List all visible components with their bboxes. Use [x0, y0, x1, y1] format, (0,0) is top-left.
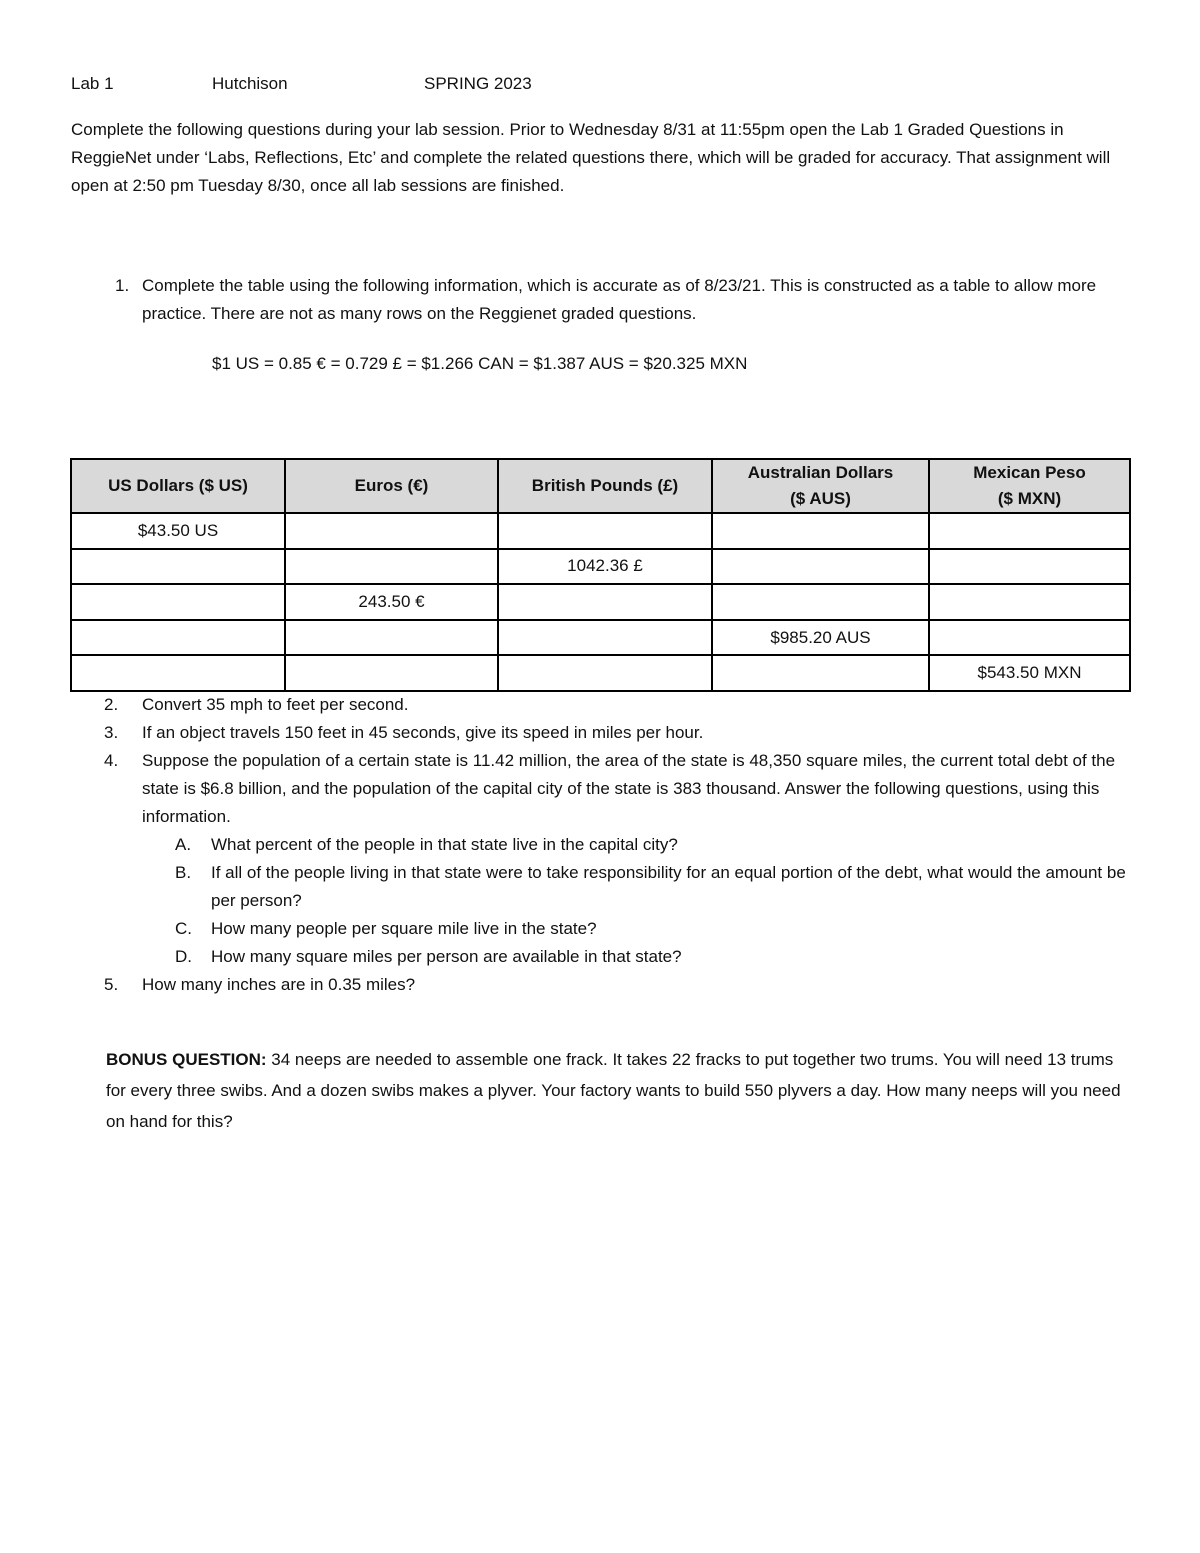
- exchange-rates: $1 US = 0.85 € = 0.729 £ = $1.266 CAN = $1.387 AUS = $20.325 MXN: [212, 354, 748, 373]
- header-mexican-peso: Mexican Peso ($ MXN): [929, 459, 1130, 513]
- header-us-dollars: US Dollars ($ US): [71, 459, 285, 513]
- table-cell[interactable]: $43.50 US: [71, 513, 285, 549]
- question-number: 1.: [115, 276, 130, 295]
- subquestion-c: [104, 915, 1134, 943]
- subquestion-d: [104, 943, 1134, 971]
- table-cell[interactable]: 1042.36 £: [498, 549, 712, 585]
- table-cell[interactable]: [929, 620, 1130, 656]
- intro-paragraph: Complete the following questions during your lab session. Prior to Wednesday 8/31 at 11:55pm open the Lab 1 Graded Questions in ReggieNet under ‘Labs, Reflections, Etc’ and complete the related questions there, which will be graded for accuracy. That assignment will open at 2:50 pm Tuesday 8/30, once all lab sessions are finished.: [71, 120, 1111, 195]
- table-cell[interactable]: [929, 513, 1130, 549]
- header-british-pounds: British Pounds (£): [498, 459, 712, 513]
- table-cell[interactable]: [712, 513, 929, 549]
- header: [71, 74, 671, 98]
- question-number: 4.: [104, 751, 119, 770]
- question-text: How many inches are in 0.35 miles?: [142, 975, 416, 994]
- question-text: Convert 35 mph to feet per second.: [142, 695, 409, 714]
- table-cell[interactable]: [498, 620, 712, 656]
- table-cell[interactable]: [498, 655, 712, 691]
- bonus-text: 34 neeps are needed to assemble one frack. It takes 22 fracks to put together two trums. You will need 13 trums for every three swibs. And a dozen swibs makes a plyver. Your factory wants to build 550 plyvers a day. How many neeps will you need on hand for this?: [106, 1050, 1121, 1131]
- table-cell[interactable]: [285, 513, 498, 549]
- term-label: SPRING 2023: [424, 74, 532, 93]
- bonus-label: BONUS QUESTION:: [106, 1050, 267, 1069]
- table-cell[interactable]: [498, 513, 712, 549]
- question-list: [104, 691, 1134, 999]
- header-euros: Euros (€): [285, 459, 498, 513]
- question-5: [104, 971, 1134, 999]
- question-3: [104, 719, 1134, 747]
- table-header-row: [71, 459, 1130, 513]
- question-text: If an object travels 150 feet in 45 seconds, give its speed in miles per hour.: [142, 723, 704, 742]
- table-cell[interactable]: [285, 655, 498, 691]
- currency-table: [70, 458, 1131, 692]
- table-cell[interactable]: [498, 584, 712, 620]
- table-cell[interactable]: [712, 549, 929, 585]
- table-cell[interactable]: $543.50 MXN: [929, 655, 1130, 691]
- question-text: Suppose the population of a certain state is 11.42 million, the area of the state is 48,350 square miles, the current total debt of the state is $6.8 billion, and the population of the capital city of the state is 383 thousand. Answer the following questions, using this information.: [142, 751, 1116, 826]
- table-cell[interactable]: 243.50 €: [285, 584, 498, 620]
- table-cell[interactable]: $985.20 AUS: [712, 620, 929, 656]
- subquestion-b: [104, 859, 1134, 915]
- table-cell[interactable]: [929, 584, 1130, 620]
- lab-label: Lab 1: [71, 74, 114, 93]
- table-row: [71, 655, 1130, 691]
- question-2: [104, 691, 1134, 719]
- question-number: 2.: [104, 695, 119, 714]
- table-cell[interactable]: [712, 584, 929, 620]
- table-cell[interactable]: [71, 655, 285, 691]
- subquestion-letter: D.: [175, 947, 192, 966]
- subquestion-text: If all of the people living in that state were to take responsibility for an equal portion of the debt, what would the amount be per person?: [211, 863, 1126, 910]
- table-cell[interactable]: [71, 620, 285, 656]
- header-australian-dollars: Australian Dollars ($ AUS): [712, 459, 929, 513]
- subquestion-text: How many people per square mile live in the state?: [211, 919, 597, 938]
- subquestion-letter: B.: [175, 863, 192, 882]
- question-text: Complete the table using the following information, which is accurate as of 8/23/21. This is constructed as a table to allow more practice. There are not as many rows on the Reggienet graded questions.: [142, 276, 1097, 323]
- bonus-question: [106, 1044, 1126, 1137]
- table-cell[interactable]: [929, 549, 1130, 585]
- table-cell[interactable]: [285, 549, 498, 585]
- subquestion-letter: A.: [175, 835, 192, 854]
- table-row: [71, 549, 1130, 585]
- question-1: [115, 272, 1115, 328]
- question-number: 3.: [104, 723, 119, 742]
- subquestion-letter: C.: [175, 919, 192, 938]
- subquestion-text: How many square miles per person are available in that state?: [211, 947, 682, 966]
- subquestion-text: What percent of the people in that state live in the capital city?: [211, 835, 678, 854]
- instructor-name: Hutchison: [212, 74, 288, 93]
- table-row: [71, 513, 1130, 549]
- table-row: [71, 620, 1130, 656]
- table-row: [71, 584, 1130, 620]
- table-cell[interactable]: [285, 620, 498, 656]
- table-cell[interactable]: [712, 655, 929, 691]
- subquestion-a: [104, 831, 1134, 859]
- question-4: [104, 747, 1134, 831]
- table-cell[interactable]: [71, 549, 285, 585]
- question-number: 5.: [104, 975, 119, 994]
- table-cell[interactable]: [71, 584, 285, 620]
